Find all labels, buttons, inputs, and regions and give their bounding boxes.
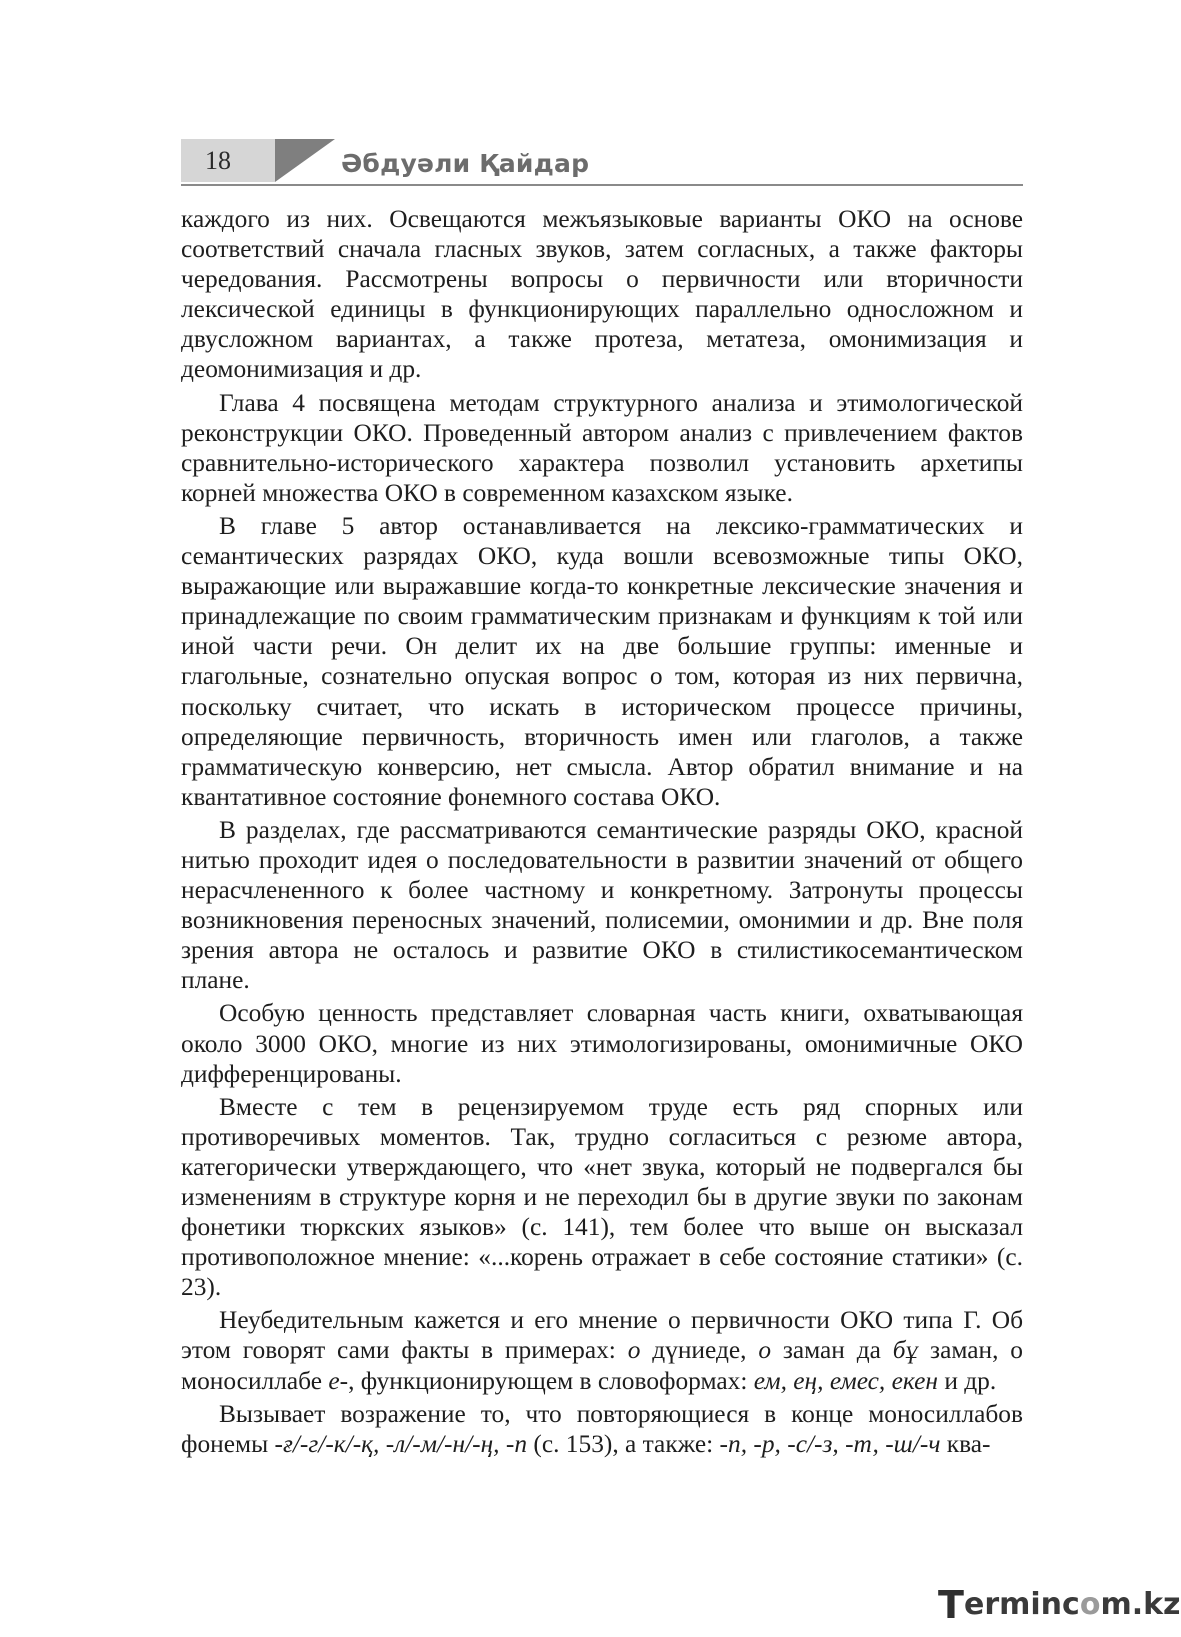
running-header-author: Әбдуәли Қайдар	[341, 149, 590, 178]
example-phonemes: -п, -р, -с/-з, -т, -ш/-ч	[719, 1429, 941, 1458]
magnifier-icon: o	[1079, 1587, 1101, 1622]
paragraph-8: Вызывает возражение то, что повторяющиеся в конце моносиллабов фонемы -ғ/-г/-к/-қ, -л/-м/-н/-ң, -п (с. 153), а также: -п, -р, -с/-з, -т, -ш/-ч ква-	[181, 1399, 1023, 1458]
watermark-text: ermincom.kz	[964, 1587, 1181, 1622]
paragraph-6: Вместе с тем в рецензируемом труде есть ряд спорных или противоречивых моментов. Так, трудно согласиться с резюме автора, категорически утверждающего, что «нет звука, который не подвергался бы изменениям в структуре корня и не переходил бы в другие звуки по законам фонетики тюркских языков» (с. 141), тем более что выше он высказал противоположное мнение: «...корень отражает в себе состояние статики» (с. 23).	[181, 1092, 1023, 1302]
termincom-watermark-logo	[938, 1583, 1181, 1627]
example-word: о	[627, 1336, 641, 1365]
example-word: бұ	[892, 1336, 919, 1365]
example-phonemes: -ғ/-г/-к/-қ, -л/-м/-н/-ң, -п	[274, 1429, 528, 1458]
paragraph-4: В разделах, где рассматриваются семантические разряды ОКО, красной нитью проходит идея о последовательности в развитии значений от общего нерасчлененного к более частному и конкретному. Затронуты процессы возникновения переносных значений, полисемии, омонимии и др. Вне поля зрения автора не осталось и развитие ОКО в стилистикосемантическом плане.	[181, 815, 1023, 995]
example-word: ем, ең, емес, екен	[753, 1366, 938, 1395]
paragraph-2: Глава 4 посвящена методам структурного анализа и этимологической реконструкции ОКО. Проведенный автором анализ с привлечением фактов сравнительно-исторического характера позволил установить архетипы корней множества ОКО в современном казахском языке.	[181, 388, 1023, 507]
header-rule	[181, 184, 1023, 186]
header-arrow-decoration	[275, 139, 335, 182]
paragraph-3: В главе 5 автор останавливается на лексико-грамматических и семантических разрядах ОКО, куда вошли всевозможные типы ОКО, выражающие или выражавшие когда-то конкретные лексические значения и принадлежащие по своим грамматическим признакам и функциям к той или иной части речи. Он делит их на две большие группы: именные и глагольные, сознательно опуская вопрос о том, которая из них первична, поскольку считает, что искать в историческом процессе причины, определяющие первичность, вторичность имен или глаголов, а также грамматическую конверсию, нет смысла. Автор обратил внимание и на квантативное состояние фонемного состава ОКО.	[181, 511, 1023, 811]
running-header	[181, 139, 1023, 191]
paragraph-1: каждого из них. Освещаются межъязыковые варианты ОКО на основе соответствий сначала гласных звуков, затем согласных, а также факторы чередования. Рассмотрены вопросы о первичности или вторичности лексической единицы в функционирующих параллельно односложном и двусложном вариантах, а также протеза, метатеза, омонимизация и деомонимизация и др.	[181, 205, 1023, 384]
body-text	[181, 204, 1023, 1462]
paragraph-5: Особую ценность представляет словарная часть книги, охватывающая около 3000 ОКО, многие из них этимологизированы, омонимичные ОКО дифференцированы.	[181, 999, 1023, 1088]
example-word: е-	[328, 1366, 349, 1395]
paragraph-7: Неубедительным кажется и его мнение о первичности ОКО типа Г. Об этом говорят сами факты в примерах: о дүниеде, о заман да бұ заман, о моносиллабе е-, функционирующем в словоформах: ем, ең, емес, екен и др.	[181, 1306, 1023, 1395]
watermark-t: T	[938, 1583, 964, 1627]
example-word: о	[758, 1336, 772, 1365]
page-number: 18	[181, 139, 275, 182]
